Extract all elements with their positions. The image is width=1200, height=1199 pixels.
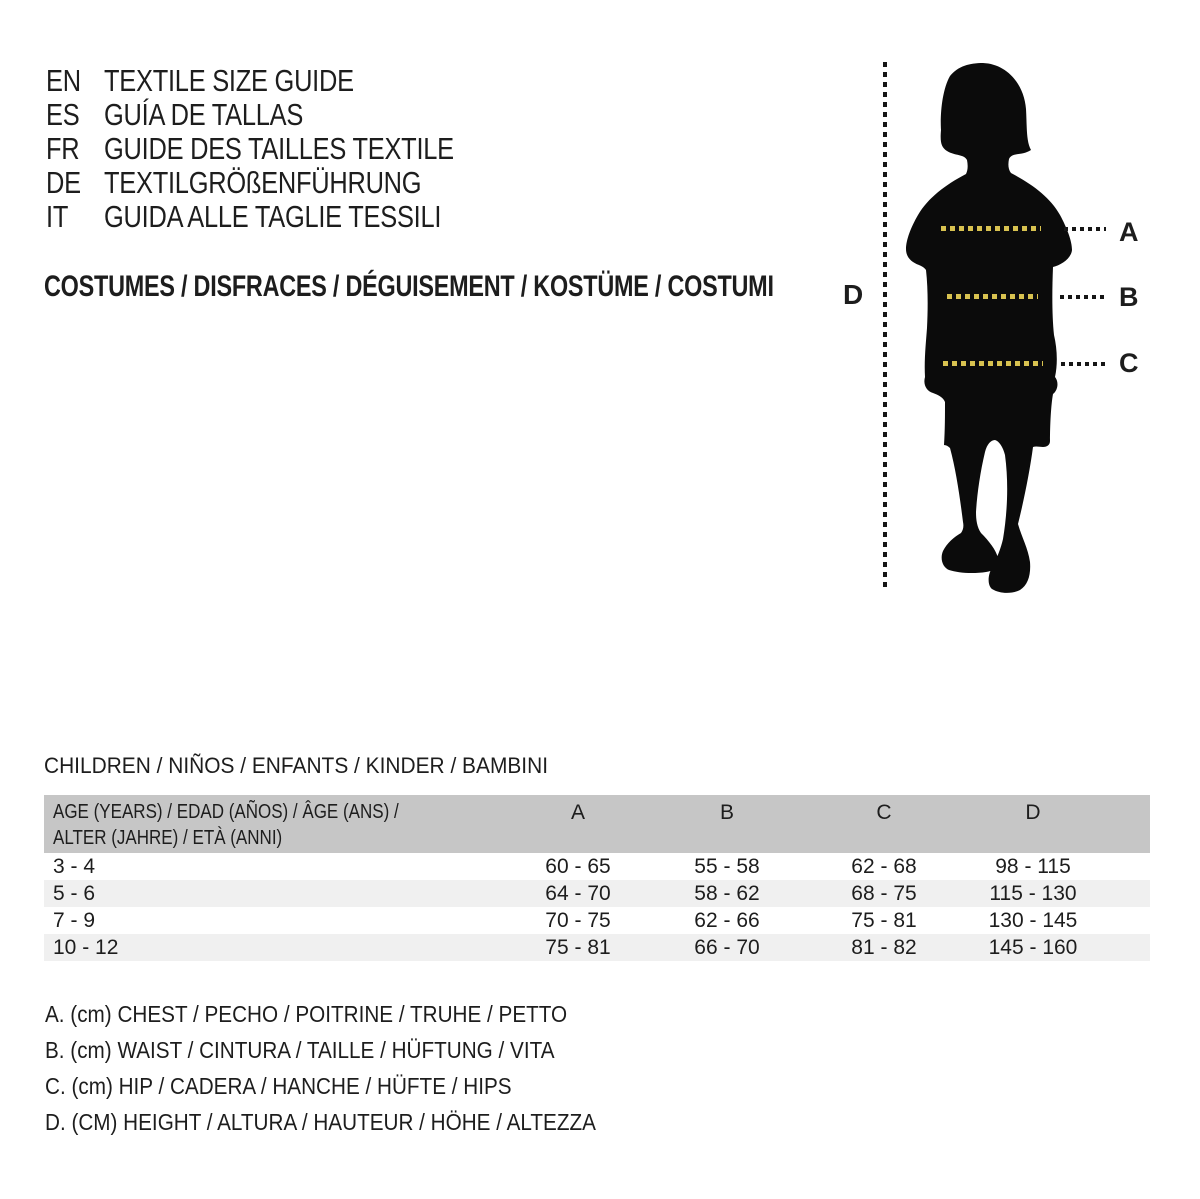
waist-cell: 66 - 70: [694, 936, 760, 959]
hip-connector-dotted-line: [1061, 362, 1106, 366]
legend-line-height: [45, 1110, 657, 1134]
table-row-age-3-4: [44, 853, 1150, 880]
children-section-title-text: CHILDREN / NIÑOS / ENFANTS / KINDER / BAMBINI: [44, 753, 549, 778]
column-header-b: B: [719, 801, 734, 824]
age-cell: 7 - 9: [53, 909, 96, 932]
language-row-en: [46, 64, 746, 98]
language-label-text: TEXTILE SIZE GUIDE: [104, 63, 354, 98]
child-silhouette-path: [906, 63, 1072, 593]
legend-line-chest-text: A. (cm) CHEST / PECHO / POITRINE / TRUHE / PETTO: [45, 1001, 568, 1027]
language-label-text: GUÍA DE TALLAS: [104, 97, 304, 132]
hip-label-c: C: [1119, 348, 1139, 378]
chest-cell: 75 - 81: [545, 936, 611, 959]
language-row-es: [46, 98, 746, 132]
height-measure-dotted-line: [883, 62, 887, 591]
category-title-text: COSTUMES / DISFRACES / DÉGUISEMENT / KOSTÜME / COSTUMI: [44, 270, 774, 303]
language-row-de: [46, 166, 746, 200]
waist-cell: 55 - 58: [694, 855, 760, 878]
language-row-fr: [46, 132, 746, 166]
hip-cell: 68 - 75: [851, 882, 917, 905]
language-code-text: FR: [46, 131, 80, 166]
height-cell: 115 - 130: [989, 882, 1077, 905]
language-code: [46, 166, 88, 200]
column-header-c: C: [876, 801, 892, 824]
age-cell: 5 - 6: [53, 882, 96, 905]
height-label-d: D: [843, 279, 864, 310]
language-code: [46, 200, 73, 234]
age-header-line1-text: AGE (YEARS) / EDAD (AÑOS) / ÂGE (ANS) /: [53, 801, 399, 823]
language-label: [104, 64, 409, 98]
column-header-d: D: [1025, 801, 1041, 824]
table-row-age-7-9: [44, 907, 1150, 934]
children-section-title: [44, 754, 575, 778]
chest-measure-dash-line: [941, 226, 1041, 231]
size-table: [44, 795, 1150, 961]
chest-cell: 70 - 75: [545, 909, 611, 932]
hip-cell: 62 - 68: [851, 855, 917, 878]
legend-line-height-text: D. (CM) HEIGHT / ALTURA / HAUTEUR / HÖHE / ALTEZZA: [45, 1109, 596, 1135]
chest-cell: 60 - 65: [545, 855, 611, 878]
language-row-it: [46, 200, 746, 234]
language-label: [104, 200, 515, 234]
legend-line-waist-text: B. (cm) WAIST / CINTURA / TAILLE / HÜFTUNG / VITA: [45, 1037, 555, 1063]
language-label: [104, 166, 491, 200]
hip-measure-dash-line: [943, 361, 1043, 366]
legend-line-hip-text: C. (cm) HIP / CADERA / HANCHE / HÜFTE / HIPS: [45, 1073, 512, 1099]
language-code-text: EN: [46, 63, 81, 98]
age-header-line2-text: ALTER (JAHRE) / ETÀ (ANNI): [53, 827, 283, 849]
language-code: [46, 132, 87, 166]
language-label-text: GUIDE DES TAILLES TEXTILE: [104, 131, 454, 166]
legend-line-chest: [45, 1002, 625, 1026]
column-header-a: A: [570, 801, 585, 824]
age-cell: 10 - 12: [53, 936, 119, 959]
height-cell: 98 - 115: [995, 855, 1071, 878]
language-label: [104, 98, 347, 132]
height-cell: 130 - 145: [988, 909, 1078, 932]
chest-label-a: A: [1119, 217, 1139, 247]
table-row-age-10-12: [44, 934, 1150, 961]
language-label: [104, 132, 531, 166]
waist-measure-dash-line: [947, 294, 1038, 299]
age-header-line1: [53, 799, 460, 825]
language-code-text: ES: [46, 97, 80, 132]
chest-cell: 64 - 70: [545, 882, 611, 905]
hip-cell: 75 - 81: [851, 909, 917, 932]
legend-line-hip: [45, 1074, 563, 1098]
waist-cell: 62 - 66: [694, 909, 760, 932]
table-row-age-5-6: [44, 880, 1150, 907]
language-code: [46, 64, 88, 98]
waist-connector-dotted-line: [1060, 295, 1106, 299]
hip-cell: 81 - 82: [851, 936, 917, 959]
language-code-text: IT: [46, 199, 69, 234]
age-header-line2: [53, 825, 323, 851]
table-header-row: [44, 795, 1150, 853]
waist-label-b: B: [1119, 282, 1139, 312]
language-label-text: GUIDA ALLE TAGLIE TESSILI: [104, 199, 442, 234]
height-cell: 145 - 160: [988, 936, 1078, 959]
language-code: [46, 98, 87, 132]
chest-connector-dotted-line: [1064, 227, 1106, 231]
age-cell: 3 - 4: [53, 855, 96, 878]
language-label-text: TEXTILGRÖßENFÜHRUNG: [104, 165, 422, 200]
language-code-text: DE: [46, 165, 81, 200]
waist-cell: 58 - 62: [694, 882, 760, 905]
legend-line-waist: [45, 1038, 611, 1062]
